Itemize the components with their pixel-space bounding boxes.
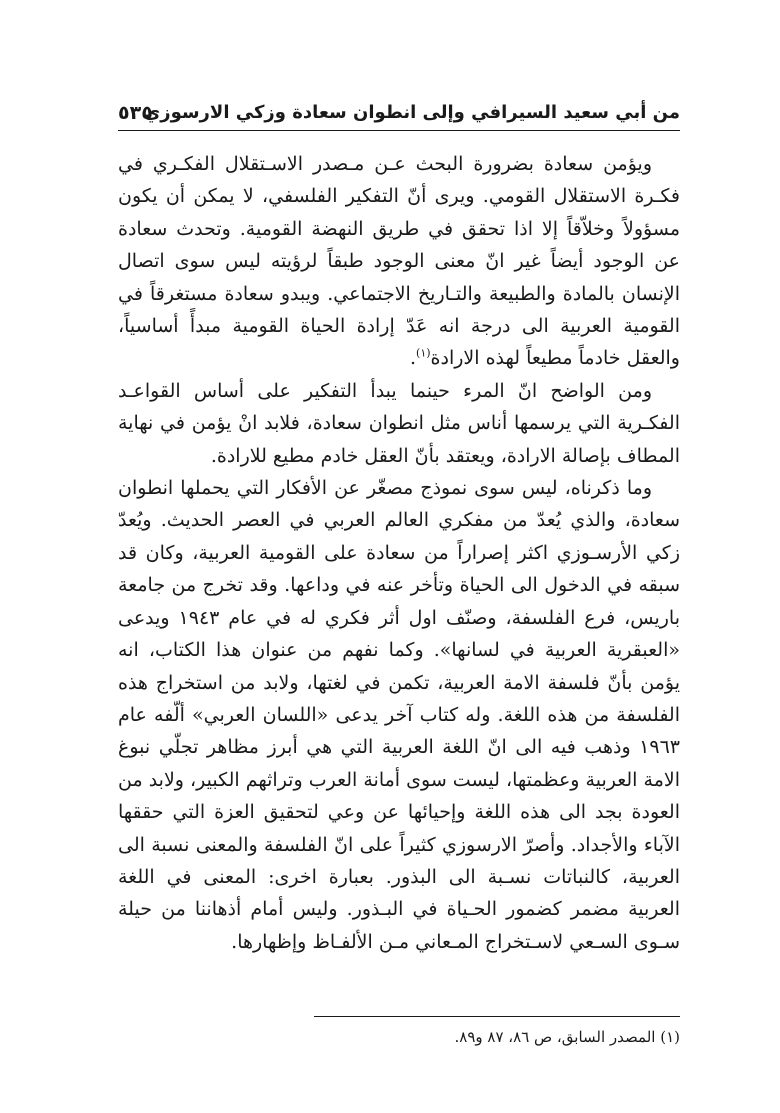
body-text [118, 148, 680, 958]
paragraph-tail: . [409, 347, 417, 370]
paragraph: وما ذكرناه، ليس سوى نموذج مصغّر عن الأفكار التي يحملها انطوان سعادة، والذي يُعدّ من مفكري العالم العربي في العصر الحديث. ويُعدّ زكي الأرسـوزي اكثر إصراراً من سعادة على القومية العربية، وكان قد سبقه في الدخول الى الحياة وتأخر عنه في وداعها. وقد تخرج من جامعة باريس، فرع الفلسفة، وصنّف اول أثر فكري له في عام ١٩٤٣ ويدعى «العبقرية العربية في لسانها». وكما نفهم من عنوان هذا الكتاب، انه يؤمن بأنّ فلسفة الامة العربية، تكمن في لغتها، ولابد من استخراج هذه الفلسفة من هذه اللغة. وله كتاب آخر يدعى «اللسان العربي» ألّفه عام ١٩٦٣ وذهب فيه الى انّ اللغة العربية التي هي أبرز مظاهر تجلّي نبوغ الامة العربية وعظمتها، ليست سوى أمانة العرب وتراثهم الكبير، ولابد من العودة بجد الى هذه اللغة وإحيائها عن وعي لتحقيق العزة التي حققها الآباء والأجداد. وأصرّ الارسوزي كثيراً على انّ الفلسفة والمعنى نسبة الى العربية، كالنباتات نسـبة الى البذور. بعبارة اخرى: المعنى في اللغة العربية مضمر كضمور الحـياة في البـذور. وليس أمام أذهاننا من حيلة سـوى السـعي لاسـتخراج المـعاني مـن الألفـاظ وإظهارها. [118, 477, 681, 953]
footnote-reference: (١) [416, 347, 431, 361]
page-number: ٥٣٥ [118, 102, 153, 124]
running-title: من أبي سعيد السيرافي وإلى انطوان سعادة وزكي الارسوزي [143, 102, 680, 123]
paragraph [118, 148, 680, 375]
paragraph: ومن الواضح انّ المرء حينما يبدأ التفكير على أساس القواعـد الفكـرية التي يرسمها أناس مثل انطوان سعادة، فلابد انْ يؤمن في نهاية المطاف بإصالة الارادة، ويعتقد بأنّ العقل خادم مطيع للارادة. [118, 379, 680, 467]
footnote-rule [314, 1016, 680, 1017]
paragraph-text: ويؤمن سعادة بضرورة البحث عـن مـصدر الاسـتقلال الفكـري في فكـرة الاستقلال القومي. ويرى أنّ التفكير الفلسفي، لا يمكن أن يكون مسؤولاً وخلاّقاً إلا اذا تحقق في طريق النهضة القومية. وتحدث سعادة عن الوجود أيضاً غير انّ معنى الوجود طبقاً لرؤيته ليس سوى اتصال الإنسان بالمادة والطبيعة والتـاريخ الاجتماعي. ويبدو سعادة مستغرقاً في القومية العربية الى درجة انه عَدّ إرادة الحياة القومية مبدأً أساسياً، والعقل خادماً مطيعاً لهذه الارادة [118, 153, 680, 370]
footnote: (١) المصدر السابق، ص ٨٦، ٨٧ و٨٩. [454, 1028, 680, 1046]
header-rule [118, 130, 680, 131]
page-header [118, 100, 680, 130]
